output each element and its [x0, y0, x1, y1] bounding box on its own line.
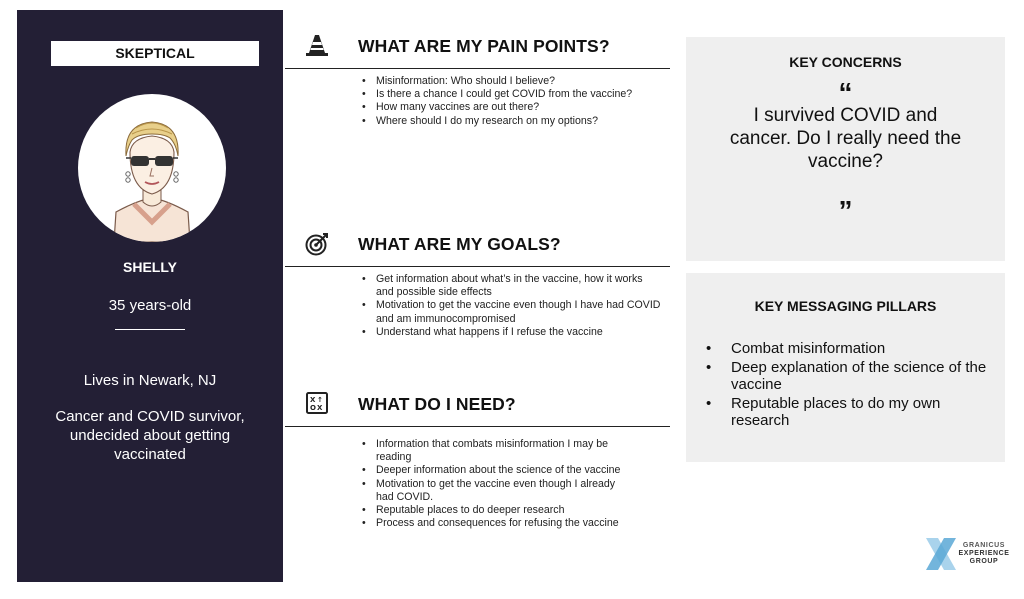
list-item: • How many vaccines are out there?: [362, 101, 642, 114]
svg-text:O: O: [310, 404, 316, 412]
goals-list: [362, 273, 662, 339]
list-item: • Deeper information about the science of the vaccine: [362, 464, 634, 477]
key-concerns-box: [686, 37, 1005, 261]
svg-text:X: X: [310, 396, 316, 404]
logo-line: GROUP: [969, 558, 999, 565]
pain-points-list: [362, 75, 642, 128]
list-item: • Combat misinformation: [706, 340, 996, 358]
list-item: • Where should I do my research on my options?: [362, 115, 642, 128]
key-messaging-title: KEY MESSAGING PILLARS: [754, 298, 937, 314]
persona-description: Cancer and COVID survivor, undecided about getting vaccinated: [55, 408, 245, 463]
svg-text:X: X: [317, 404, 323, 412]
strategy-board-icon: [305, 391, 329, 415]
divider: [115, 329, 185, 330]
list-item: • Reputable places to do my own research: [706, 395, 996, 430]
x-logo-icon: [924, 536, 958, 572]
key-messaging-box: [686, 273, 1005, 462]
key-concerns-title: KEY CONCERNS: [789, 54, 902, 70]
section-divider: [285, 68, 670, 69]
list-item: • Misinformation: Who should I believe?: [362, 75, 642, 88]
target-icon: [305, 232, 329, 256]
list-item: • Motivation to get the vaccine even though I have had COVID and am immunocompromised: [362, 299, 662, 325]
persona-name: SHELLY: [123, 259, 177, 275]
persona-location: Lives in Newark, NJ: [83, 372, 217, 389]
list-item: • Reputable places to do deeper research: [362, 504, 634, 517]
woman-portrait-icon: [78, 94, 226, 242]
close-quote: ”: [838, 195, 853, 226]
logo-text: [958, 542, 1010, 566]
section-divider: [285, 426, 670, 427]
list-item: • Is there a chance I could get COVID from the vaccine?: [362, 88, 642, 101]
svg-text:↑: ↑: [317, 396, 323, 404]
persona-age: 35 years-old: [108, 297, 192, 314]
section-title-needs: WHAT DO I NEED?: [358, 394, 516, 414]
section-divider: [285, 266, 670, 267]
list-item: • Information that combats misinformation I may be reading: [362, 438, 634, 464]
section-title-goals: WHAT ARE MY GOALS?: [358, 234, 561, 254]
list-item: • Understand what happens if I refuse the vaccine: [362, 326, 662, 339]
list-item: • Get information about what’s in the vaccine, how it works and possible side effects: [362, 273, 662, 299]
logo-line: GRANICUS: [962, 542, 1006, 549]
messaging-pillars-list: [706, 340, 996, 431]
logo-line: EXPERIENCE: [958, 550, 1010, 557]
persona-tag: SKEPTICAL: [51, 41, 259, 66]
traffic-cone-icon: [305, 32, 329, 56]
key-concerns-quote: I survived COVID and cancer. Do I really need the vaccine?: [729, 105, 962, 172]
needs-list: [362, 438, 634, 530]
list-item: • Deep explanation of the science of the vaccine: [706, 359, 996, 394]
list-item: • Process and consequences for refusing the vaccine: [362, 517, 634, 530]
list-item: • Motivation to get the vaccine even though I already had COVID.: [362, 478, 634, 504]
avatar: [78, 94, 226, 242]
persona-panel: [17, 10, 283, 582]
section-title-pain-points: WHAT ARE MY PAIN POINTS?: [358, 36, 610, 56]
open-quote: “: [838, 77, 853, 108]
